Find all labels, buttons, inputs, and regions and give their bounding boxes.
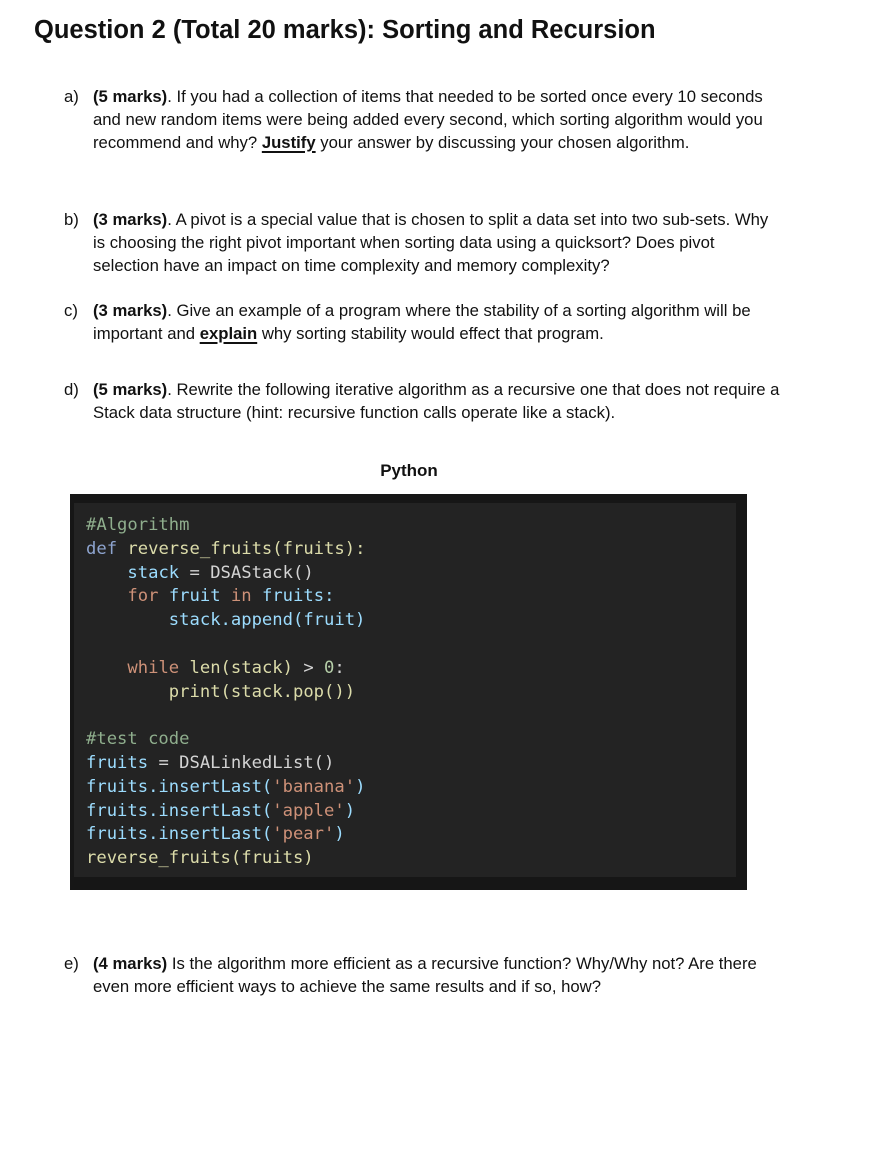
marks-label: (4 marks) — [93, 954, 168, 973]
question-letter: c) — [64, 301, 78, 320]
code-line — [86, 538, 365, 562]
code-line — [86, 800, 365, 824]
question-letter: d) — [64, 380, 79, 399]
question-text: . Give an example of a program where the stability of a sorting algorithm will be important and — [93, 301, 751, 343]
question-text: why sorting stability would effect that program. — [257, 323, 604, 343]
question-text: Is the algorithm more efficient as a recursive function? Why/Why not? Are there even more efficient ways to achieve the same results and if so, how? — [93, 954, 757, 996]
code-string: 'pear' — [272, 824, 335, 845]
code-line — [86, 633, 365, 657]
code-keyword: while — [127, 657, 180, 678]
code-line — [86, 585, 365, 609]
code-text: fruits.insertLast( — [86, 800, 273, 821]
code-line — [86, 514, 365, 538]
question-text: . A pivot is a special value that is chosen to split a data set into two sub-sets. Why is choosing the right pivot important when sorting data using a quicksort? Does pivot selection have an impact on time complexity and memory complexity? — [93, 210, 769, 275]
code-function: reverse_fruits — [127, 538, 273, 559]
question-letter: b) — [64, 210, 79, 229]
code-operator: > — [293, 657, 325, 678]
emphasis-text: Justify — [261, 132, 316, 152]
code-text: fruits.insertLast( — [86, 824, 273, 845]
question-a — [64, 86, 784, 154]
question-letter: a) — [64, 87, 79, 106]
code-line — [86, 657, 365, 681]
marks-label: (3 marks) — [93, 301, 168, 320]
code-comment: #Algorithm — [86, 515, 190, 535]
code-class: DSAStack() — [210, 562, 314, 583]
code-text: fruits.insertLast( — [86, 776, 273, 797]
code-operator: = — [148, 752, 180, 773]
code-string: 'apple' — [272, 800, 345, 821]
question-b — [64, 209, 784, 277]
question-text: your answer by discussing your chosen algorithm. — [315, 132, 690, 152]
code-variable: fruits — [86, 752, 149, 773]
code-variable: fruit — [168, 586, 221, 607]
code-operator: : — [334, 657, 345, 678]
code-class: DSALinkedList() — [179, 752, 335, 773]
code-text: ) — [344, 800, 356, 821]
code-string: 'banana' — [272, 776, 356, 797]
code-comment: #test code — [86, 729, 190, 750]
marks-label: (3 marks) — [93, 210, 168, 229]
question-text: . If you had a collection of items that needed to be sorted once every 10 seconds and new random items were being added every second, which sorting algorithm would you recommend and why? — [93, 87, 763, 152]
code-listing — [86, 514, 365, 871]
code-text: ) — [355, 776, 366, 797]
code-text: reverse_fruits(fruits) — [86, 848, 314, 869]
question-e — [64, 953, 784, 999]
marks-label: (5 marks) — [93, 380, 168, 399]
code-line — [86, 823, 365, 847]
code-line — [86, 704, 365, 728]
emphasis-text: explain — [199, 323, 258, 343]
question-letter: e) — [64, 954, 79, 973]
code-line — [86, 752, 365, 776]
code-variable: stack — [127, 562, 180, 583]
code-text: print(stack.pop()) — [168, 681, 356, 702]
code-line — [86, 609, 365, 633]
marks-label: (5 marks) — [93, 87, 168, 106]
code-keyword: def — [86, 538, 118, 559]
code-editor — [74, 503, 736, 877]
code-text: stack.append(fruit) — [168, 610, 366, 631]
code-block — [70, 494, 747, 890]
code-keyword: for — [127, 586, 159, 607]
code-text: (fruits): — [272, 538, 366, 559]
question-c — [64, 300, 784, 346]
question-d — [64, 379, 784, 425]
code-keyword: in — [230, 586, 252, 607]
code-operator: = — [179, 562, 211, 583]
code-line — [86, 847, 365, 871]
code-line — [86, 562, 365, 586]
code-variable: fruits: — [261, 586, 335, 607]
code-line — [86, 728, 365, 752]
code-number: 0 — [324, 657, 335, 678]
code-line — [86, 681, 365, 705]
code-function: len(stack) — [189, 657, 293, 678]
question-text: . Rewrite the following iterative algorithm as a recursive one that does not require a Stack data structure (hint: recursive function calls operate like a stack). — [93, 380, 780, 422]
page-title: Question 2 (Total 20 marks): Sorting and Recursion — [34, 16, 656, 44]
code-line — [86, 776, 365, 800]
code-text: ) — [334, 824, 345, 845]
code-language-label: Python — [380, 461, 438, 480]
